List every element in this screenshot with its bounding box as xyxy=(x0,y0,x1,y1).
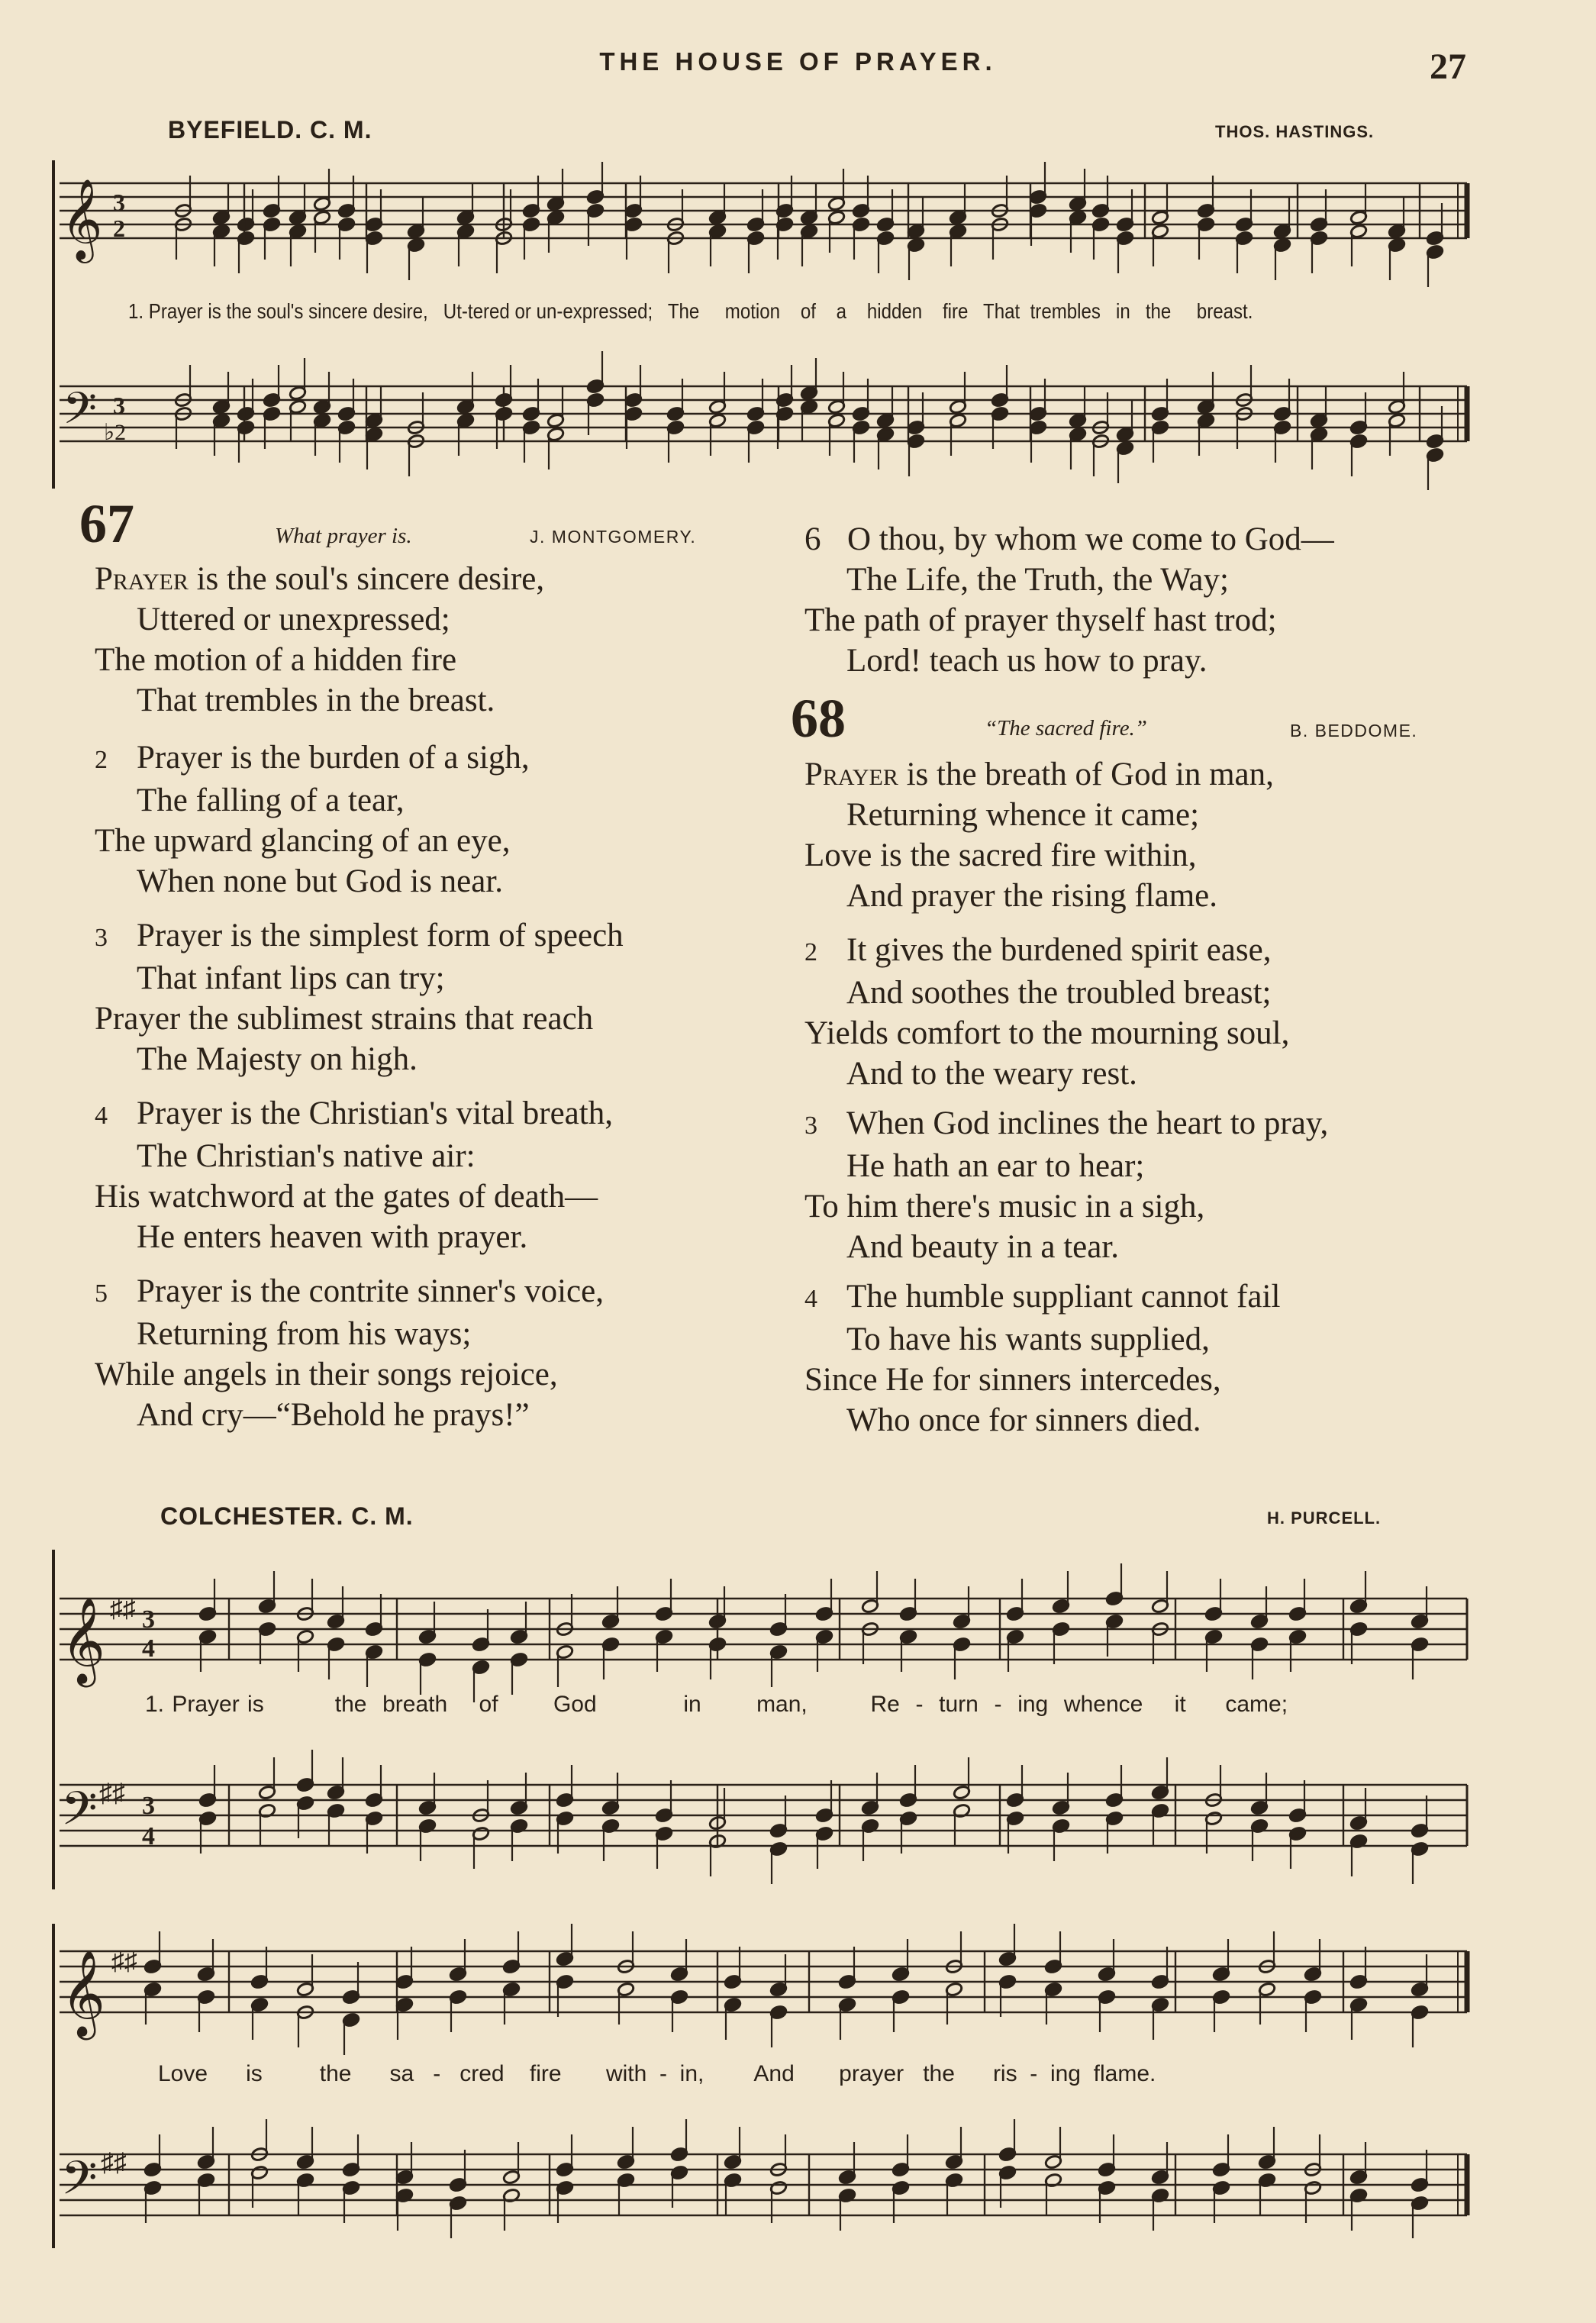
underlay-colchester-line-2: Love is the sa - cred fire with - in, And prayer the ris - ing flame. xyxy=(158,2061,1156,2086)
treble-clef-icon: 𝄞 xyxy=(61,1950,105,2037)
notes xyxy=(198,1563,1429,1884)
underlay-word: breast. xyxy=(1196,299,1253,323)
key-signature-sharps: ♯♯ xyxy=(111,1947,137,1976)
verse-number: 2 xyxy=(95,746,108,774)
underlay-word: the xyxy=(1145,299,1172,323)
hymn-67-stanza-5: 5 Prayer is the contrite sinner's voice, Returning from his ways; While angels in their songs rejoice, And cry—“Behold he prays!” xyxy=(95,1273,604,1433)
svg-text:4: 4 xyxy=(142,1634,155,1663)
hymn-67-stanza-6: 6 O thou, by whom we come to God— The Life, the Truth, the Way; The path of prayer thyself hast trod; Lord! teach us how to pray. xyxy=(804,519,1334,681)
hymn-67-stanza-1: Prayer is the soul's sincere desire, Uttered or unexpressed; The motion of a hidden fire That trembles in the breast. xyxy=(95,561,545,718)
hymn-67-stanza-2: 2 Prayer is the burden of a sigh, The falling of a tear, The upward glancing of an eye, When none but God is near. xyxy=(95,740,530,899)
svg-text:2: 2 xyxy=(113,215,125,242)
underlay-byefield xyxy=(128,299,1253,324)
stanza-lead-word: Prayer xyxy=(804,757,898,792)
hymn-68-theme: “The sacred fire.” xyxy=(985,716,1147,740)
hymn-68-stanza-4: 4 The humble suppliant cannot fail To have his wants supplied, Since He for sinners intercedes, Who once for sinners died. xyxy=(804,1279,1281,1438)
underlay-word: That xyxy=(983,299,1020,323)
time-signature-treble: 3 xyxy=(142,1605,155,1634)
underlay-word: in xyxy=(1116,299,1130,323)
hymn-67-stanza-3: 3 Prayer is the simplest form of speech That infant lips can try; Prayer the sublimest strains that reach The Majesty on high. xyxy=(95,918,624,1077)
underlay-word: trembles xyxy=(1030,299,1101,323)
verse-number: 6 xyxy=(804,521,821,557)
bass-clef-icon: 𝄢 xyxy=(61,1782,98,1847)
score-colchester-system-1 xyxy=(46,1542,1481,1893)
tune-name-colchester: COLCHESTER. C. M. xyxy=(160,1502,414,1530)
hymn-68-stanza-2: 2 It gives the burdened spirit ease, And soothes the troubled breast; Yields comfort to the mourning soul, And to the weary rest. xyxy=(804,932,1290,1092)
score-byefield xyxy=(46,153,1481,504)
key-signature-sharps: ♯♯ xyxy=(101,2149,127,2177)
stanza-lead-word: Prayer xyxy=(95,561,189,597)
underlay-word: motion xyxy=(724,299,781,323)
verse-number: 4 xyxy=(804,1285,817,1313)
underlay-word: The xyxy=(667,299,700,323)
svg-text:4: 4 xyxy=(142,1822,155,1850)
score-colchester-system-2 xyxy=(46,1908,1481,2275)
hymn-67-stanza-4: 4 Prayer is the Christian's vital breath, The Christian's native air: His watchword at the gates of death— He enters heaven with prayer. xyxy=(95,1095,613,1255)
verse-number: 4 xyxy=(95,1102,108,1130)
bass-clef-icon: 𝄢 xyxy=(61,2151,98,2217)
time-signature-bass: 3 xyxy=(142,1792,155,1820)
underlay-word: Ut-tered or un-expressed; xyxy=(443,299,653,323)
hymn-68-stanza-1: Prayer is the breath of God in man, Returning whence it came; Love is the sacred fire within, And prayer the rising flame. xyxy=(804,757,1274,914)
treble-clef-icon: 𝄞 xyxy=(61,178,103,260)
key-signature-sharps: ♯♯ xyxy=(110,1595,136,1623)
hymn-number-67: 67 xyxy=(79,493,134,554)
underlay-word: of xyxy=(800,299,816,323)
bass-notes xyxy=(174,351,1444,490)
hymn-67-author: J. MONTGOMERY. xyxy=(530,527,697,547)
bass-clef-icon: 𝄢 xyxy=(63,382,98,445)
svg-text:♭2: ♭2 xyxy=(104,420,127,445)
hymn-68-author: B. BEDDOME. xyxy=(1290,721,1418,740)
underlay-word: 1. Prayer is the soul's sincere desire, xyxy=(128,299,428,323)
treble-staff xyxy=(60,1951,1467,2012)
treble-clef-icon: 𝄞 xyxy=(61,1597,105,1684)
hymn-number-68: 68 xyxy=(791,688,846,749)
underlay-colchester-line-1: 1. Prayer is the breath of God in man, Re - turn - ing whence it came; xyxy=(145,1692,1288,1717)
page-number: 27 xyxy=(1430,47,1466,87)
verse-number: 5 xyxy=(95,1279,108,1308)
underlay-word: fire xyxy=(942,299,969,323)
tune-name-byefield: BYEFIELD. C. M. xyxy=(168,116,372,144)
running-title: THE HOUSE OF PRAYER. xyxy=(599,47,997,76)
hymn-67-theme: What prayer is. xyxy=(275,524,412,548)
bass-staff xyxy=(60,2154,1467,2215)
verse-number: 2 xyxy=(804,938,817,966)
composer-colchester: H. PURCELL. xyxy=(1267,1508,1382,1528)
verse-number: 3 xyxy=(95,924,108,952)
hymn-68-stanza-3: 3 When God inclines the heart to pray, He hath an ear to hear; To him there's music in a sigh, And beauty in a tear. xyxy=(804,1105,1329,1265)
time-signature-bass: 3 xyxy=(113,392,125,419)
key-signature-sharps: ♯♯ xyxy=(99,1779,125,1808)
composer-byefield: THOS. HASTINGS. xyxy=(1215,122,1375,141)
verse-number: 3 xyxy=(804,1111,817,1140)
underlay-word: hidden xyxy=(866,299,923,323)
underlay-word: a xyxy=(836,299,847,323)
time-signature-treble: 3 xyxy=(113,189,125,216)
